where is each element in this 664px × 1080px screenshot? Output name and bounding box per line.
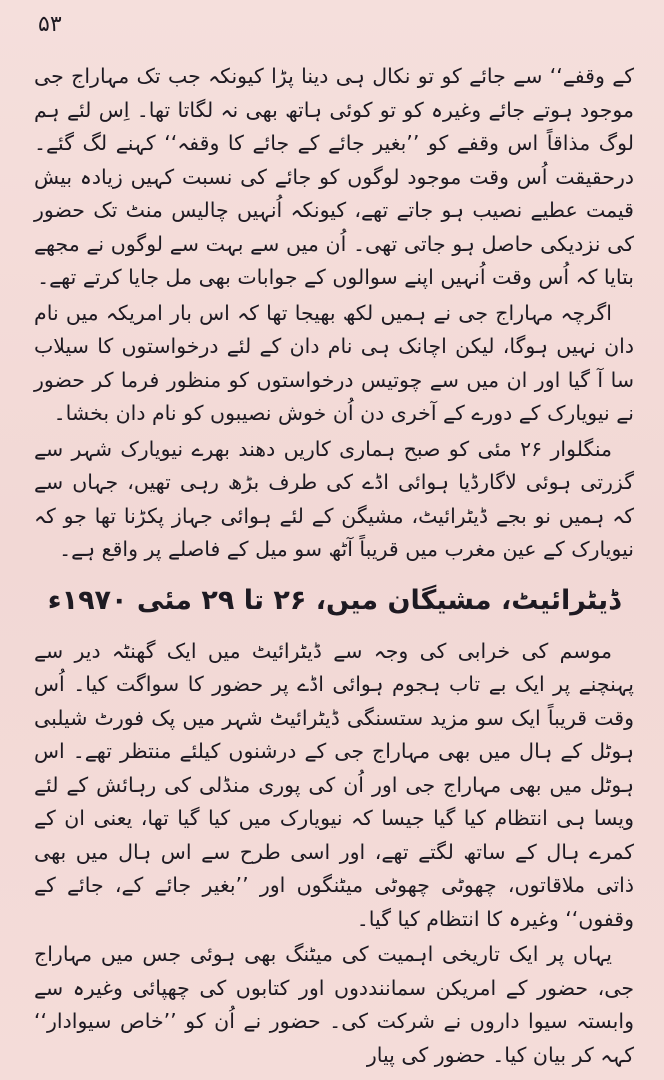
paragraph-historic-meeting: یہاں پر ایک تاریخی اہمیت کی میٹنگ بھی ہوئی جس میں مہاراج جی، حضور کے امریکن سماننددوں اور کتابوں کی چھپائی وغیرہ سے وابستہ سیوا داروں نے شرکت کی۔ حضور نے اُن کو ’’خاص سیوادار‘‘ کہہ کر بیان کیا۔ حضور کی پیار xyxy=(34,942,634,1067)
page-body xyxy=(34,60,634,1072)
paragraph-initiation: اگرچہ مہاراج جی نے ہمیں لکھ بھیجا تھا کہ اس بار امریکہ میں نام دان نہیں ہوگا، لیکن اچانک ہی نام دان کے لئے درخواستوں کا سیلاب سا آ گیا اور ان میں سے چوتیس درخواستوں کو منظور فرما کر حضور نے نیویارک کے دورے کے آخری دن اُن خوش نصیبوں کو نام دان بخشا۔ xyxy=(34,300,634,425)
page-number: ۵۳ xyxy=(38,12,62,37)
paragraph-departure: منگلوار ۲۶ مئی کو صبح ہماری کاریں دھند بھرے نیویارک شہر سے گزرتی ہوئی لاگارڈیا ہوائی اڈے کی طرف بڑھ رہی تھیں، جہاں سے کہ ہمیں نو بجے ڈیٹرائیٹ، مشیگن کے لئے ہوائی جہاز پکڑنا تھا جو کہ نیویارک کے عین مغرب میں قریباً آٹھ سو میل کے فاصلے پر واقع ہے۔ xyxy=(34,436,634,561)
paragraph-detroit-arrival: موسم کی خرابی کی وجہ سے ڈیٹرائیٹ میں ایک گھنٹہ دیر سے پہنچنے پر ایک بے تاب ہجوم ہوائی اڈے پر حضور کا سواگت کیا۔ اُس وقت قریباً ایک سو مزید ستسنگی ڈیٹرائیٹ شہر میں پک فورٹ شیلبی ہوٹل کے ہال میں بھی مہاراج جی کے درشنوں کیلئے منتظر تھے۔ اس ہوٹل میں بھی مہاراج جی اور اُن کی پوری منڈلی کی رہائش کے لئے ویسا ہی انتظام کیا گیا جیسا کہ نیویارک میں کیا گیا تھا، یعنی ان کے کمرے ہال کے ساتھ لگتے تھے، اور اسی طرح سے اس ہال میں بھی ذاتی ملاقاتوں، چھوٹی چھوٹی میٹنگوں اور ’’بغیر جائے کے، جائے کے وقفوں‘‘ وغیرہ کا انتظام کیا گیا۔ xyxy=(34,638,634,931)
section-heading: ڈیٹرائیٹ، مشیگان میں، ۲۶ تا ۲۹ مئی ۱۹۷۰ء xyxy=(47,584,621,616)
paragraph-tea-break: کے وقفے‘‘ سے جائے کو تو نکال ہی دینا پڑا کیونکہ جب تک مہاراج جی موجود ہوتے جائے وغیرہ کو تو کوئی ہاتھ بھی نہ لگاتا تھا۔ اِس لئے ہم لوگ مذاقاً اس وقفے کو ’’بغیر جائے کے جائے کا وقفہ‘‘ کہنے لگ گئے۔ درحقیقت اُس وقت موجود لوگوں کو جائے کی نسبت کہیں زیادہ بیش قیمت عطیے نصیب ہو جاتے تھے، کیونکہ اُنہیں چالیس منٹ تک حضور کی نزدیکی حاصل ہو جاتی تھی۔ اُن میں سے بہت سے لوگوں نے مجھے بتایا کہ اُس وقت اُنہیں اپنے سوالوں کے جوابات بھی مل جایا کرتے تھے۔ xyxy=(34,64,634,289)
